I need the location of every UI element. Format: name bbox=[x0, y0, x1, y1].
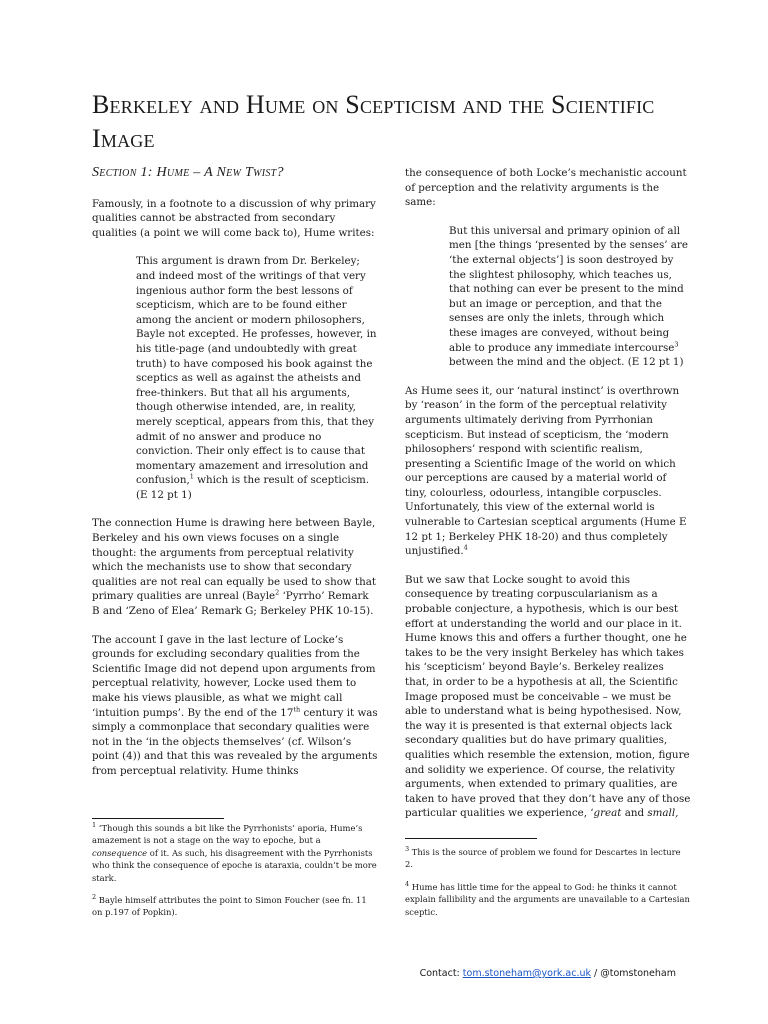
left-column bbox=[92, 164, 378, 793]
paragraph: the consequence of both Locke’s mechanistic account of perception and the relativity arguments is the same: bbox=[405, 167, 687, 209]
emphasis: great bbox=[593, 807, 622, 820]
footnote-divider bbox=[92, 818, 224, 819]
footnote-ref[interactable]: 1 bbox=[189, 472, 194, 481]
paragraph-text: The connection Hume is drawing here between Bayle, Berkeley and his own views focuses on a single thought: the arguments from perceptual relativity which the mechanists use to show that secondary qualities are not real can equally be used to show that primary qualities are unreal (Bayle bbox=[92, 517, 377, 603]
paragraph-text: The account I gave in the last lecture of Locke’s grounds for excluding secondary qualities from the Scientific Image did not depend upon arguments from perceptual relativity, however, Locke used them to make his views plausible, as what we might call ‘intuition pumps’. By the end of the 17 bbox=[92, 633, 376, 719]
quote-text: which is the result of scepticism. (E 12 pt 1) bbox=[136, 474, 370, 501]
footnote-mark: 3 bbox=[405, 845, 410, 854]
paragraph bbox=[92, 633, 378, 779]
paragraph bbox=[92, 516, 378, 618]
footnote-text: Bayle himself attributes the point to Simon Foucher (see fn. 11 on p.197 of Popkin). bbox=[92, 895, 367, 918]
paragraph-text: and bbox=[621, 807, 648, 820]
email-link[interactable]: tom.stoneham@york.ac.uk bbox=[462, 968, 591, 979]
paragraph bbox=[405, 573, 691, 821]
quote-text: But this universal and primary opinion of all men [the things ‘presented by the senses’ are ‘the external objects’] is soon destroyed by the slightest philosophy, which teaches us, that nothing can ever be present to the mind but an image or perception, and that the senses are only the inlets, through which these images are conveyed, without being able to produce any immediate intercourse bbox=[449, 224, 688, 354]
paragraph-text: century it was simply a commonplace that secondary qualities were not in the ‘in the objects themselves’ (cf. Wilson’s point (4)) and that this was revealed by the arguments from perceptual relativity. Hume thinks bbox=[92, 706, 378, 777]
footnote-ref[interactable]: 3 bbox=[674, 340, 679, 349]
footnote bbox=[92, 822, 378, 884]
footnote bbox=[92, 894, 378, 919]
footnote bbox=[405, 846, 691, 871]
right-footnotes bbox=[405, 846, 691, 928]
section-heading: Section 1: Hume – A New Twist? bbox=[92, 165, 284, 180]
block-quote bbox=[449, 224, 691, 370]
emphasis: small, bbox=[647, 807, 679, 820]
emphasis: consequence bbox=[92, 847, 148, 858]
contact-label: Contact: bbox=[419, 968, 463, 979]
footnote-mark: 4 bbox=[405, 880, 410, 889]
footnote-text: of it. As such, his disagreement with the Pyrrhonists who think the consequence of epoche is ataraxia, couldn’t be more stark. bbox=[92, 847, 377, 883]
footnote-text: Hume has little time for the appeal to God: he thinks it cannot explain fallibility and the arguments are unavailable to a Cartesian sceptic. bbox=[405, 881, 690, 917]
block-quote bbox=[136, 254, 378, 502]
ordinal-suffix: th bbox=[293, 705, 301, 714]
quote-text: This argument is drawn from Dr. Berkeley; and indeed most of the writings of that very ingenious author form the best lessons of scepticism, which are to be found either among the ancient or modern philosophers, Bayle not excepted. He professes, however, in his title-page (and undoubtedly with great truth) to have composed his book against the sceptics as well as against the atheists and free-thinkers. But that all his arguments, though otherwise intended, are, in reality, merely sceptical, appears from this, that they admit of no answer and produce no conviction. Their only effect is to cause that momentary amazement and irresolution and confusion, bbox=[136, 255, 377, 487]
contact-separator: / bbox=[591, 968, 601, 979]
footnote-text: ‘Though this sounds a bit like the Pyrrhonists’ aporia, Hume’s amazement is not a stage on the way to epoche, but a bbox=[92, 823, 363, 846]
paragraph-text: As Hume sees it, our ‘natural instinct’ is overthrown by ‘reason’ in the form of the perceptual relativity arguments ultimately deriving from Pyrrhonian scepticism. But instead of scepticism, the ‘modern philosophers’ respond with scientific realism, presenting a Scientific Image of the world on which our perceptions are caused by a material world of tiny, colourless, odourless, intangible corpuscles. Unfortunately, this view of the external world is vulnerable to Cartesian sceptical arguments (Hume E 12 pt 1; Berkeley PHK 18-20) and thus completely unjustified. bbox=[405, 384, 687, 558]
footnote-mark: 1 bbox=[92, 821, 97, 830]
footnote-divider bbox=[405, 838, 537, 839]
left-footnotes bbox=[92, 822, 378, 929]
footnote bbox=[405, 881, 691, 918]
paragraph-text: ‘Pyrrho’ Remark B and ‘Zeno of Elea’ Remark G; Berkeley PHK 10-15). bbox=[92, 590, 374, 618]
document-title: Berkeley and Hume on Scepticism and the Scientific Image bbox=[92, 90, 655, 153]
paragraph bbox=[405, 384, 691, 559]
footnote-ref[interactable]: 4 bbox=[463, 543, 468, 552]
contact-line bbox=[420, 968, 676, 979]
quote-text: between the mind and the object. (E 12 pt 1) bbox=[449, 356, 684, 369]
footnote-ref[interactable]: 2 bbox=[275, 589, 280, 598]
footnote-text: This is the source of problem we found for Descartes in lecture 2. bbox=[405, 847, 681, 870]
right-column bbox=[405, 166, 691, 835]
paragraph-text: But we saw that Locke sought to avoid this consequence by treating corpuscularianism as a probable conjecture, a hypothesis, which is our best effort at understanding the world and our place in it. Hume knows this and offers a further thought, one he takes to be the very insight Berkeley has which takes his ‘scepticism’ beyond Bayle’s. Berkeley realizes that, in order to be a hypothesis at all, the Scientific Image proposed must be conceivable – we must be able to understand what is being hypothesised. Now, the way it is presented is that external objects lack secondary qualities but do have primary qualities, qualities which resemble the extension, motion, figure and solidity we experience. Of course, the relativity arguments, when extended to primary qualities, are taken to have proved that they don’t have any of those particular qualities we experience, ‘ bbox=[405, 573, 691, 820]
social-handle: @tomstoneham bbox=[600, 968, 676, 979]
footnote-mark: 2 bbox=[92, 893, 97, 902]
paragraph: Famously, in a footnote to a discussion of why primary qualities cannot be abstracted from secondary qualities (a point we will come back to), Hume writes: bbox=[92, 197, 376, 239]
